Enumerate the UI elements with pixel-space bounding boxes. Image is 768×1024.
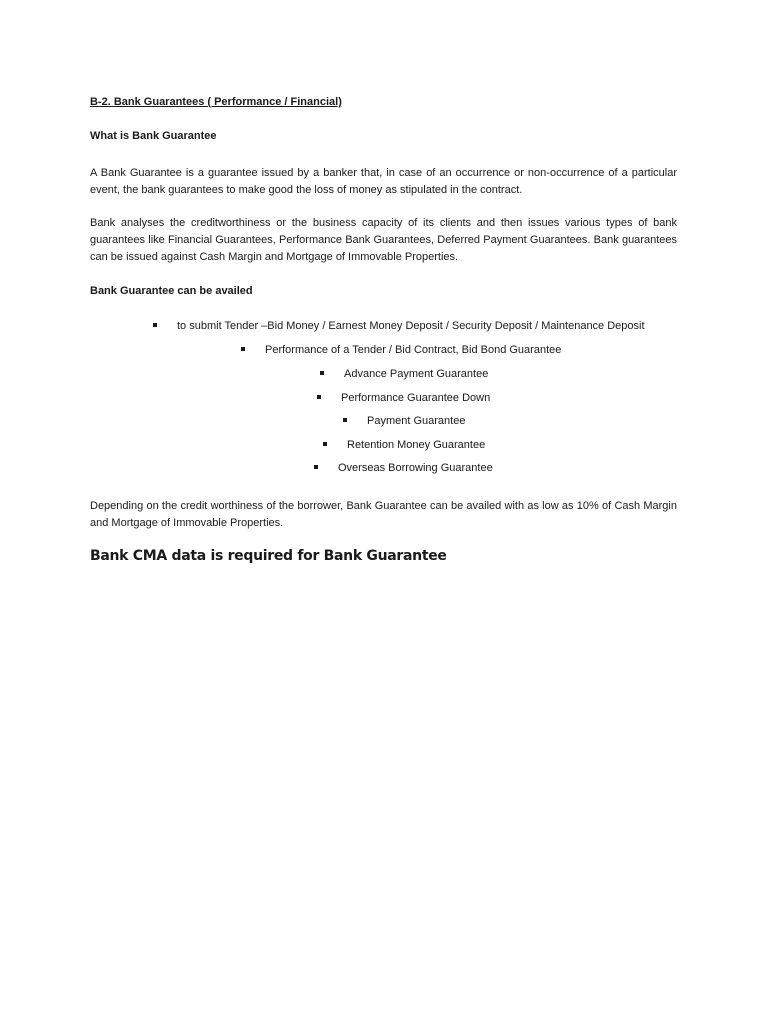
list-item: [153, 320, 645, 332]
bullet-icon: [320, 371, 324, 375]
list-item-text: Overseas Borrowing Guarantee: [338, 462, 493, 474]
list-item: [241, 344, 561, 356]
cma-heading: Bank CMA data is required for Bank Guarantee: [90, 548, 447, 564]
bullet-icon: [241, 347, 245, 351]
list-item-text: Performance Guarantee Down: [341, 392, 491, 404]
list-item: [317, 392, 490, 404]
list-item: [343, 415, 465, 427]
bullet-icon: [317, 395, 321, 399]
list-item: [320, 368, 488, 380]
definition-paragraph: A Bank Guarantee is a guarantee issued by a banker that, in case of an occurrence or non-occurrence of a particular event, the bank guarantees to make good the loss of money as stipulated in the contract.: [90, 167, 677, 196]
analysis-paragraph: Bank analyses the creditworthiness or the business capacity of its clients and then issues various types of bank guarantees like Financial Guarantees, Performance Bank Guarantees, Deferred Payment Guarantees. Bank guarantees can be issued against Cash Margin and Mortgage of Immovable Properties.: [90, 217, 677, 263]
bullet-icon: [314, 465, 318, 469]
list-item-text: Retention Money Guarantee: [347, 439, 486, 451]
margin-note-paragraph: Depending on the credit worthiness of the borrower, Bank Guarantee can be availed with as low as 10% of Cash Margin and Mortgage of Immovable Properties.: [90, 500, 677, 529]
list-item-text: Performance of a Tender / Bid Contract, Bid Bond Guarantee: [265, 344, 562, 356]
list-item-text: Payment Guarantee: [367, 415, 466, 427]
availed-heading: Bank Guarantee can be availed: [90, 285, 253, 297]
bullet-icon: [323, 442, 327, 446]
list-item-text: Advance Payment Guarantee: [344, 368, 489, 380]
what-is-heading: What is Bank Guarantee: [90, 130, 217, 142]
bullet-icon: [343, 418, 347, 422]
section-title: B-2. Bank Guarantees ( Performance / Financial): [90, 96, 342, 108]
bullet-icon: [153, 323, 157, 327]
list-item-text: to submit Tender –Bid Money / Earnest Money Deposit / Security Deposit / Maintenance Deposit: [177, 320, 645, 332]
list-item: [314, 462, 493, 474]
list-item: [323, 439, 485, 451]
